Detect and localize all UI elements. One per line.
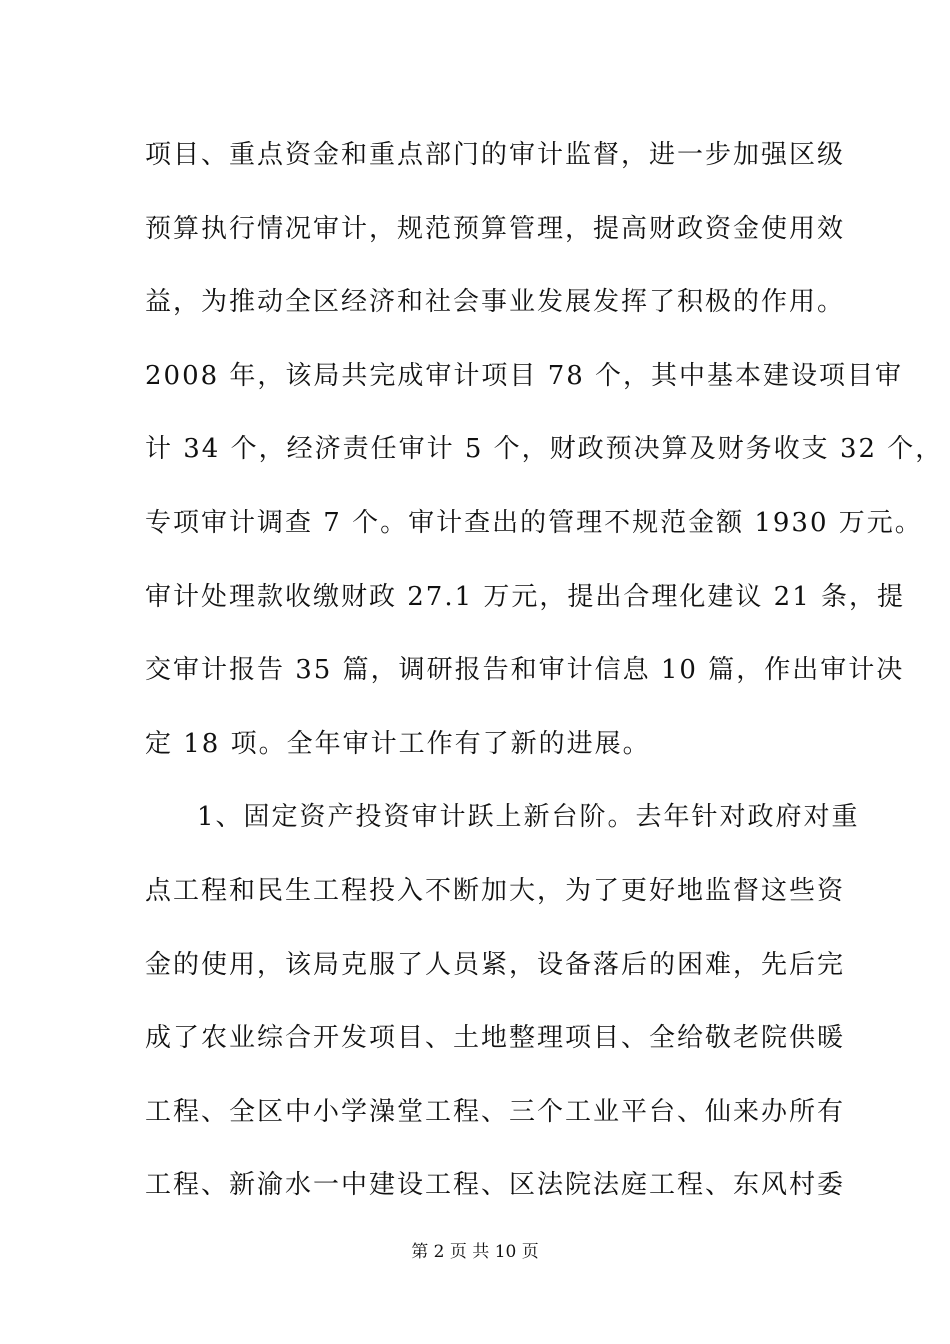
text-line: 项目、重点资金和重点部门的审计监督，进一步加强区级: [145, 140, 846, 170]
text-line: 计 34 个，经济责任审计 5 个，财政预决算及财务收支 32 个，: [145, 434, 944, 465]
body-text: [145, 133, 944, 1237]
text-line: 工程、全区中小学澡堂工程、三个工业平台、仙来办所有: [145, 1096, 846, 1127]
text-line: 审计处理款收缴财政 27.1 万元，提出合理化建议 21 条，提: [145, 581, 906, 612]
text-line: 定 18 项。全年审计工作有了新的进展。: [145, 728, 651, 759]
text-line: 交审计报告 35 篇，调研报告和审计信息 10 篇，作出审计决: [145, 655, 905, 686]
paragraph-start-line: 1、固定资产投资审计跃上新台阶。去年针对政府对重: [197, 802, 860, 833]
text-line: 工程、新渝水一中建设工程、区法院法庭工程、东风村委: [145, 1170, 846, 1201]
text-line: 益，为推动全区经济和社会事业发展发挥了积极的作用。: [145, 287, 846, 318]
text-line: 点工程和民生工程投入不断加大，为了更好地监督这些资: [145, 875, 846, 906]
text-line: 预算执行情况审计，规范预算管理，提高财政资金使用效: [145, 213, 846, 244]
text-line: 专项审计调查 7 个。审计查出的管理不规范金额 1930 万元。: [145, 507, 923, 538]
page-footer: [0, 1240, 950, 1264]
page-number: 第 2 页 共 10 页: [411, 1242, 539, 1262]
text-line: 成了农业综合开发项目、土地整理项目、全给敬老院供暖: [145, 1023, 846, 1054]
text-line: 2008 年，该局共完成审计项目 78 个，其中基本建设项目审: [145, 360, 904, 391]
text-line: 金的使用，该局克服了人员紧，设备落后的困难，先后完: [145, 949, 846, 980]
